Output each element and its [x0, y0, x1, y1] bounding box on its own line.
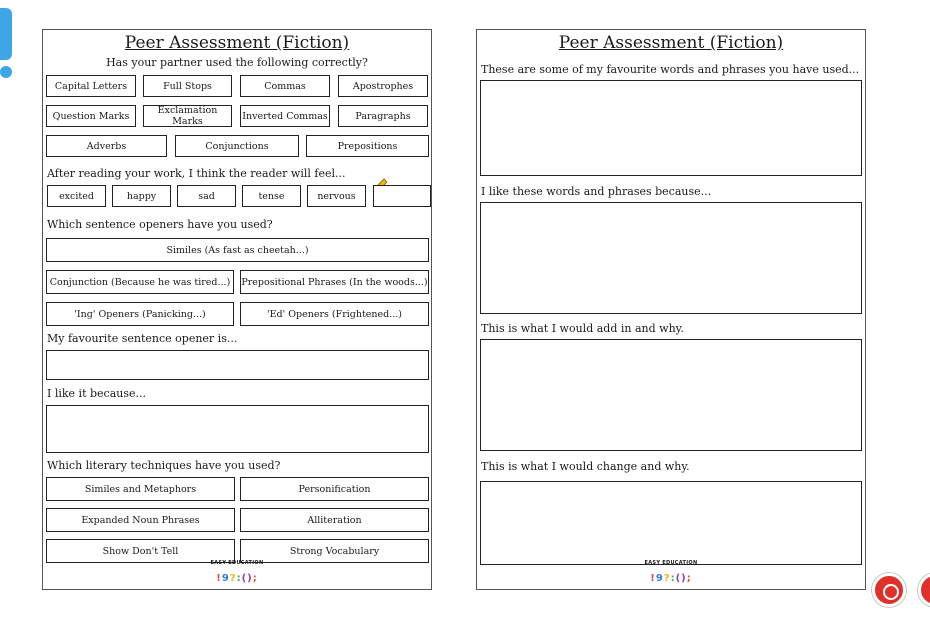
checklist-commas: Commas: [240, 75, 330, 97]
red-badge-icon-partial[interactable]: [918, 573, 930, 607]
checklist-question: Has your partner used the following correctly?: [106, 56, 368, 69]
checklist-capital-letters: Capital Letters: [46, 75, 136, 97]
opener-conjunction: Conjunction (Because he was tired...): [46, 270, 234, 294]
change-answer-box[interactable]: [480, 481, 862, 565]
checklist-adverbs: Adverbs: [46, 135, 167, 157]
opener-ed: 'Ed' Openers (Frightened...): [240, 302, 429, 326]
like-words-prompt: I like these words and phrases because...: [481, 185, 712, 198]
red-badge-icon[interactable]: [872, 573, 906, 607]
technique-similes-metaphors: Similes and Metaphors: [46, 477, 235, 501]
feeling-tense: tense: [242, 185, 301, 207]
technique-alliteration: Alliteration: [240, 508, 429, 532]
logo-text: EASY EDUCATION: [644, 560, 698, 566]
opener-prepositional-phrases: Prepositional Phrases (In the woods...): [240, 270, 429, 294]
checklist-question-marks: Question Marks: [46, 105, 136, 127]
checklist-apostrophes: Apostrophes: [338, 75, 428, 97]
feeling-happy: happy: [112, 185, 171, 207]
easy-education-logo: [43, 560, 431, 585]
opener-similes: Similes (As fast as cheetah...): [46, 238, 429, 262]
checklist-conjunctions: Conjunctions: [175, 135, 299, 157]
decorative-blue-mark: [0, 0, 14, 80]
technique-expanded-noun-phrases: Expanded Noun Phrases: [46, 508, 235, 532]
feeling-nervous: nervous: [307, 185, 366, 207]
peer-assessment-sheet-left: [42, 29, 432, 590]
add-in-answer-box[interactable]: [480, 339, 862, 451]
technique-strong-vocabulary: Strong Vocabulary: [240, 539, 429, 563]
easy-education-logo: [477, 560, 865, 585]
opener-ing: 'Ing' Openers (Panicking...): [46, 302, 234, 326]
checklist-prepositions: Prepositions: [306, 135, 429, 157]
change-prompt: This is what I would change and why.: [481, 460, 690, 473]
checklist-exclamation-marks: Exclamation Marks: [143, 105, 232, 127]
feeling-blank: [373, 185, 431, 207]
checklist-inverted-commas: Inverted Commas: [240, 105, 330, 127]
technique-personification: Personification: [240, 477, 429, 501]
feel-prompt: After reading your work, I think the reader will feel...: [47, 167, 346, 180]
like-it-answer-box[interactable]: [46, 405, 429, 453]
feeling-sad: sad: [177, 185, 236, 207]
favourite-words-prompt: These are some of my favourite words and phrases you have used...: [481, 63, 860, 76]
feeling-excited: excited: [47, 185, 106, 207]
favourite-opener-prompt: My favourite sentence opener is...: [47, 332, 238, 345]
favourite-opener-answer-box[interactable]: [46, 350, 429, 380]
checklist-full-stops: Full Stops: [143, 75, 232, 97]
peer-assessment-sheet-right: [476, 29, 866, 590]
logo-text: EASY EDUCATION: [210, 560, 264, 566]
favourite-words-answer-box[interactable]: [480, 80, 862, 176]
sheet-title: Peer Assessment (Fiction): [558, 33, 784, 53]
like-words-answer-box[interactable]: [480, 202, 862, 314]
logo-glyphs: !9?:();: [650, 573, 692, 584]
openers-prompt: Which sentence openers have you used?: [47, 218, 273, 231]
sheet-title: Peer Assessment (Fiction): [124, 33, 350, 53]
technique-show-dont-tell: Show Don't Tell: [46, 539, 235, 563]
checklist-paragraphs: Paragraphs: [338, 105, 428, 127]
logo-glyphs: !9?:();: [216, 573, 258, 584]
techniques-prompt: Which literary techniques have you used?: [47, 459, 281, 472]
like-it-prompt: I like it because...: [47, 387, 146, 400]
add-in-prompt: This is what I would add in and why.: [481, 322, 684, 335]
